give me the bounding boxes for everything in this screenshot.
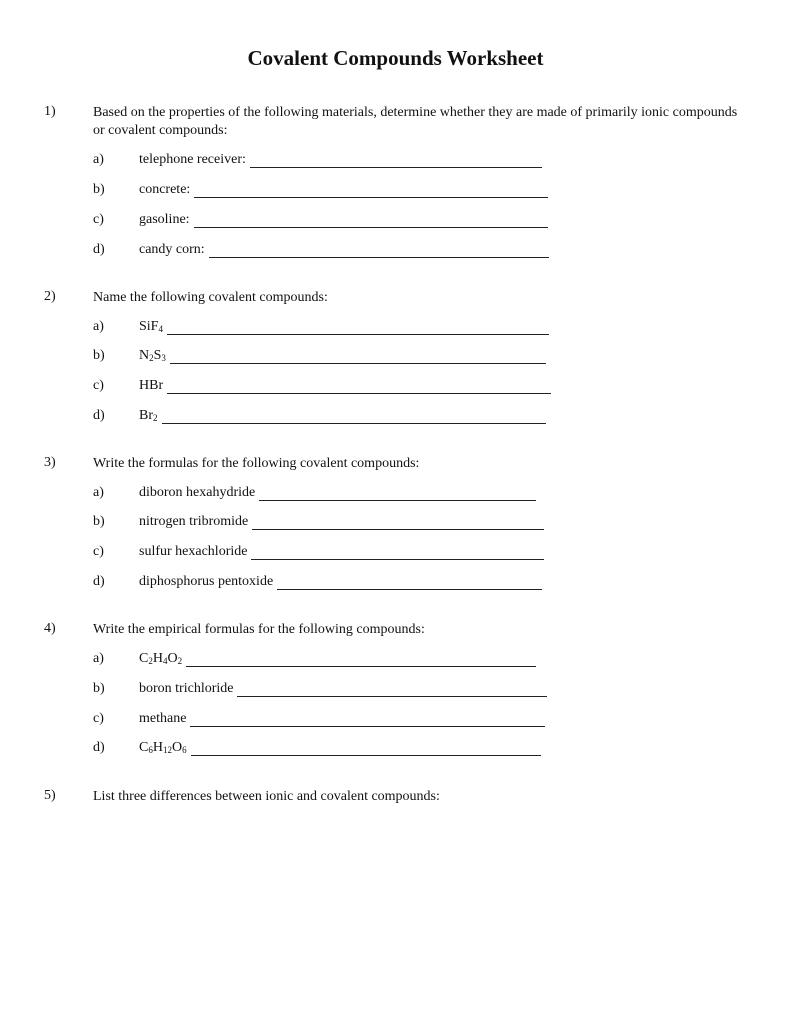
q2-item-a [139, 319, 549, 335]
q1-item-c-letter: c) [93, 212, 104, 227]
q2-item-c-label: HBr [139, 378, 164, 393]
q3-item-c-letter: c) [93, 544, 104, 559]
q4-item-d-answer-line[interactable] [191, 741, 541, 756]
q2-item-b-answer-line[interactable] [170, 349, 546, 364]
q4-item-d-label: $C_6H_{12}O_6$ [139, 740, 187, 755]
q2-item-a-answer-line[interactable] [167, 320, 549, 335]
q1-item-c-answer-line[interactable] [194, 213, 548, 228]
q3-item-a-letter: a) [93, 485, 104, 500]
q1-item-d-answer-line[interactable] [209, 243, 549, 258]
question-2-number: 2) [44, 289, 56, 304]
q1-item-d [139, 242, 549, 258]
q2-item-c [139, 378, 551, 394]
q2-item-b-letter: b) [93, 348, 105, 363]
q4-item-d-letter: d) [93, 740, 105, 755]
q3-item-d-letter: d) [93, 574, 105, 589]
q2-item-a-letter: a) [93, 319, 104, 334]
q3-item-c [139, 544, 544, 560]
q4-item-d [139, 740, 541, 756]
q1-item-b-label: concrete: [139, 182, 191, 197]
q2-item-b [139, 348, 546, 364]
q3-item-d-label: diphosphorus pentoxide [139, 574, 274, 589]
q1-item-c-label: gasoline: [139, 212, 190, 227]
q4-item-b-label: boron trichloride [139, 681, 234, 696]
worksheet-title: Covalent Compounds Worksheet [247, 46, 544, 70]
q2-item-d-label: $Br_2$ [139, 408, 158, 423]
q2-item-d-answer-line[interactable] [162, 409, 546, 424]
q4-item-a [139, 651, 536, 667]
q4-item-c-letter: c) [93, 711, 104, 726]
q1-item-b-letter: b) [93, 182, 105, 197]
q3-item-b-label: nitrogen tribromide [139, 514, 249, 529]
q3-item-a-label: diboron hexahydride [139, 485, 256, 500]
q2-item-b-label: $N_2S_3$ [139, 348, 166, 363]
q3-item-a-answer-line[interactable] [259, 486, 536, 501]
q4-item-c-answer-line[interactable] [190, 712, 545, 727]
q2-item-d [139, 408, 546, 424]
question-4-number: 4) [44, 621, 56, 636]
q2-item-a-label: SiF$_4$ [139, 319, 163, 334]
question-1-text: Based on the properties of the following materials, determine whether they are made of primarily ionic compounds or covalent compounds: [93, 105, 738, 138]
q1-item-b [139, 182, 548, 198]
q1-item-a-letter: a) [93, 152, 104, 167]
q1-item-d-letter: d) [93, 242, 105, 257]
q4-item-a-answer-line[interactable] [186, 652, 536, 667]
q1-item-d-label: candy corn: [139, 242, 205, 257]
q3-item-b-answer-line[interactable] [252, 515, 544, 530]
q1-item-b-answer-line[interactable] [194, 183, 548, 198]
q3-item-d [139, 574, 542, 590]
q3-item-d-answer-line[interactable] [277, 575, 542, 590]
q3-item-b [139, 514, 544, 530]
question-4-text: Write the empirical formulas for the following compounds: [93, 622, 425, 637]
q3-item-a [139, 485, 536, 501]
q3-item-c-answer-line[interactable] [251, 545, 544, 560]
q1-item-a [139, 152, 542, 168]
q1-item-a-answer-line[interactable] [250, 153, 542, 168]
q4-item-b-answer-line[interactable] [237, 682, 547, 697]
question-5-number: 5) [44, 788, 56, 803]
q2-item-c-letter: c) [93, 378, 104, 393]
question-3-number: 3) [44, 455, 56, 470]
q3-item-b-letter: b) [93, 514, 105, 529]
q4-item-c [139, 711, 545, 727]
q2-item-c-answer-line[interactable] [167, 379, 551, 394]
q2-item-d-letter: d) [93, 408, 105, 423]
q1-item-c [139, 212, 548, 228]
question-1-number: 1) [44, 104, 56, 119]
q4-item-c-label: methane [139, 711, 187, 726]
question-2-text: Name the following covalent compounds: [93, 290, 328, 305]
question-5-text: List three differences between ionic and covalent compounds: [93, 789, 440, 804]
q4-item-b-letter: b) [93, 681, 105, 696]
q4-item-a-letter: a) [93, 651, 104, 666]
question-3-text: Write the formulas for the following covalent compounds: [93, 456, 420, 471]
q1-item-a-label: telephone receiver: [139, 152, 246, 167]
q4-item-a-label: $C_2H_4O_2$ [139, 651, 183, 666]
q4-item-b [139, 681, 547, 697]
q3-item-c-label: sulfur hexachloride [139, 544, 248, 559]
